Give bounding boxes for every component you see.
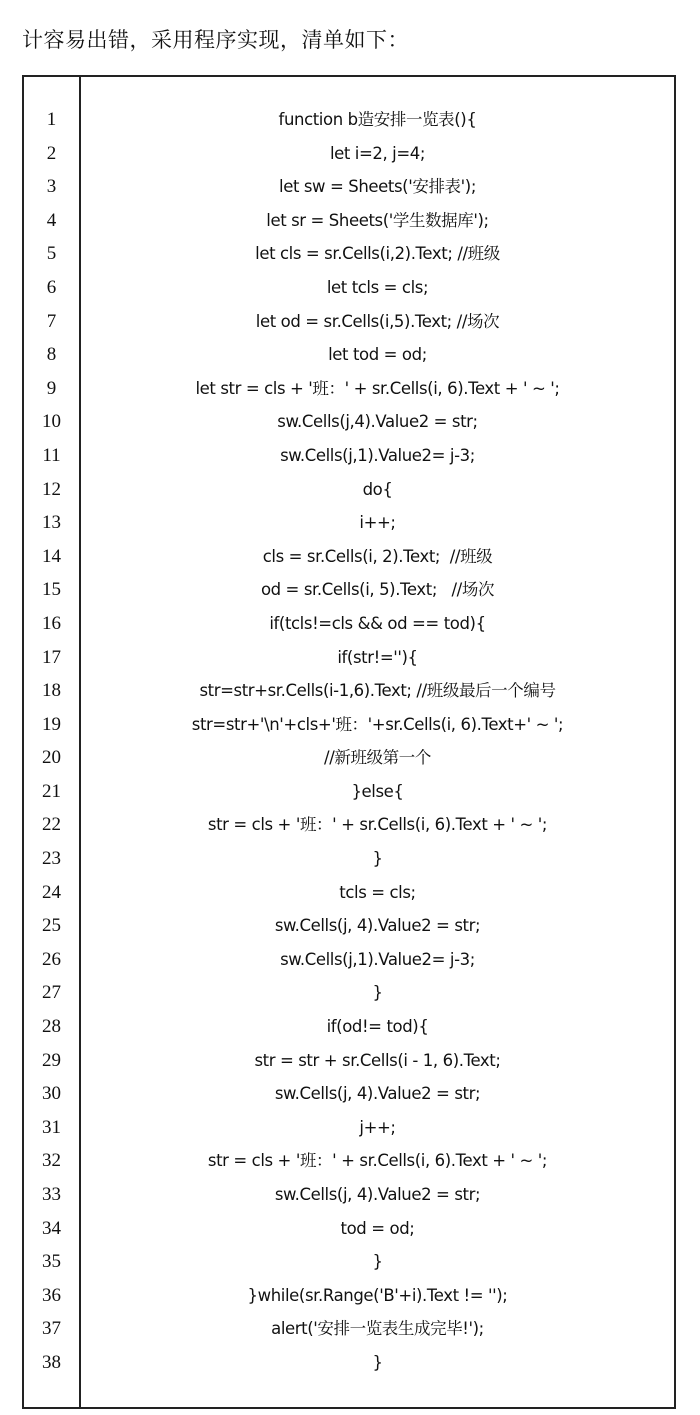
line-number: 4 (46, 209, 57, 231)
code-text: str = cls + '班：' + sr.Cells(i, 6).Text + ' ~ '; (207, 815, 548, 835)
code-text: cls = sr.Cells(i, 2).Text; //班级 (262, 546, 493, 566)
code-line (24, 506, 674, 540)
code-text: tod = od; (340, 1218, 415, 1238)
code-text: }else{ (351, 781, 404, 801)
line-number: 20 (42, 747, 61, 769)
code-line (24, 540, 674, 574)
code-line (24, 674, 674, 708)
code-text: do{ (362, 479, 393, 499)
line-number: 6 (46, 276, 57, 298)
code-line (24, 876, 674, 910)
code-line (24, 741, 674, 775)
code-line (24, 1044, 674, 1078)
line-number: 13 (42, 512, 61, 534)
code-text: if(tcls!=cls && od == tod){ (269, 613, 486, 633)
line-number: 22 (42, 814, 61, 836)
code-line (24, 1312, 674, 1346)
code-text: if(od!= tod){ (326, 1017, 429, 1037)
code-line (24, 372, 674, 406)
code-lines (24, 103, 674, 1380)
code-line (24, 641, 674, 675)
code-line (24, 1178, 674, 1212)
code-line (24, 1144, 674, 1178)
line-number: 36 (42, 1284, 61, 1306)
code-line (24, 405, 674, 439)
line-number: 2 (46, 142, 57, 164)
line-number: 26 (42, 948, 61, 970)
line-number: 23 (42, 848, 61, 870)
code-text: str=str+sr.Cells(i-1,6).Text; //班级最后一个编号 (199, 681, 556, 701)
line-number: 21 (42, 780, 61, 802)
code-line (24, 1212, 674, 1246)
code-text: j++; (359, 1117, 396, 1137)
code-text: } (372, 849, 383, 869)
line-number: 35 (42, 1251, 61, 1273)
code-line (24, 607, 674, 641)
code-text: str = cls + '班：' + sr.Cells(i, 6).Text + ' ~ '; (207, 1151, 548, 1171)
code-line (24, 305, 674, 339)
code-text: sw.Cells(j, 4).Value2 = str; (274, 916, 481, 936)
code-line (24, 943, 674, 977)
code-text: sw.Cells(j,4).Value2 = str; (277, 412, 478, 432)
code-line (24, 842, 674, 876)
code-text: } (372, 1352, 383, 1372)
line-number: 10 (42, 411, 61, 433)
code-line (24, 708, 674, 742)
code-text: } (372, 983, 383, 1003)
line-number: 32 (42, 1150, 61, 1172)
code-listing-box (22, 75, 676, 1409)
code-line (24, 237, 674, 271)
line-number: 14 (42, 545, 61, 567)
line-number: 3 (46, 176, 57, 198)
line-number: 31 (42, 1116, 61, 1138)
code-text: let sw = Sheets('安排表'); (279, 177, 476, 197)
intro-text: 计容易出错，采用程序实现，清单如下： (22, 28, 409, 52)
code-line (24, 1010, 674, 1044)
code-text: //新班级第一个 (324, 748, 431, 768)
line-number: 37 (42, 1318, 61, 1340)
code-text: sw.Cells(j, 4).Value2 = str; (274, 1084, 481, 1104)
code-text: let tcls = cls; (326, 277, 429, 297)
code-text: i++; (359, 513, 396, 533)
line-number: 29 (42, 1049, 61, 1071)
line-number: 17 (42, 646, 61, 668)
code-line (24, 271, 674, 305)
code-text: if(str!=''){ (337, 647, 418, 667)
line-number: 27 (42, 982, 61, 1004)
code-text: let sr = Sheets('学生数据库'); (266, 210, 489, 230)
code-line (24, 909, 674, 943)
code-text: str=str+'\n'+cls+'班：'+sr.Cells(i, 6).Text+' ~ '; (191, 714, 564, 734)
code-text: sw.Cells(j,1).Value2= j-3; (280, 949, 475, 969)
code-line (24, 338, 674, 372)
code-line (24, 573, 674, 607)
line-number: 28 (42, 1016, 61, 1038)
line-number: 19 (42, 713, 61, 735)
line-number: 30 (42, 1083, 61, 1105)
code-text: let tod = od; (328, 345, 427, 365)
code-text: tcls = cls; (339, 882, 416, 902)
code-text: }while(sr.Range('B'+i).Text != ''); (247, 1285, 508, 1305)
line-number: 1 (46, 109, 57, 130)
code-text: function b造安排一览表(){ (278, 110, 477, 129)
line-number: 12 (42, 478, 61, 500)
code-line (24, 1077, 674, 1111)
code-line (24, 976, 674, 1010)
line-number: 24 (42, 881, 61, 903)
code-text: alert('安排一览表生成完毕!'); (271, 1319, 484, 1339)
line-number: 11 (42, 444, 61, 466)
code-text: sw.Cells(j, 4).Value2 = str; (274, 1185, 481, 1204)
line-number: 16 (42, 612, 61, 634)
code-text: let str = cls + '班：' + sr.Cells(i, 6).Text + ' ~ '; (195, 378, 560, 398)
code-text: sw.Cells(j,1).Value2= j-3; (280, 445, 475, 465)
line-number: 8 (46, 344, 57, 366)
line-number: 9 (46, 377, 57, 399)
code-line (24, 808, 674, 842)
code-line (24, 1279, 674, 1313)
code-line (24, 1111, 674, 1145)
code-line (24, 439, 674, 473)
code-line (24, 775, 674, 809)
code-line (24, 137, 674, 171)
code-text: od = sr.Cells(i, 5).Text; //场次 (260, 580, 495, 600)
line-number: 18 (42, 680, 61, 702)
line-number: 5 (46, 243, 57, 265)
code-line (24, 1346, 674, 1380)
code-text: let cls = sr.Cells(i,2).Text; //班级 (255, 244, 500, 264)
code-text: } (372, 1252, 383, 1272)
code-line (24, 473, 674, 507)
code-line (24, 204, 674, 238)
code-line (24, 1245, 674, 1279)
code-line (24, 103, 674, 137)
line-number: 33 (42, 1184, 61, 1205)
code-line (24, 170, 674, 204)
code-text: let i=2, j=4; (329, 143, 426, 163)
line-number: 7 (46, 310, 57, 332)
code-text: let od = sr.Cells(i,5).Text; //场次 (255, 311, 500, 331)
line-number: 38 (42, 1351, 61, 1373)
line-number: 25 (42, 915, 61, 937)
line-number: 34 (42, 1217, 61, 1239)
code-text: str = str + sr.Cells(i - 1, 6).Text; (254, 1050, 501, 1070)
line-number: 15 (42, 579, 61, 601)
